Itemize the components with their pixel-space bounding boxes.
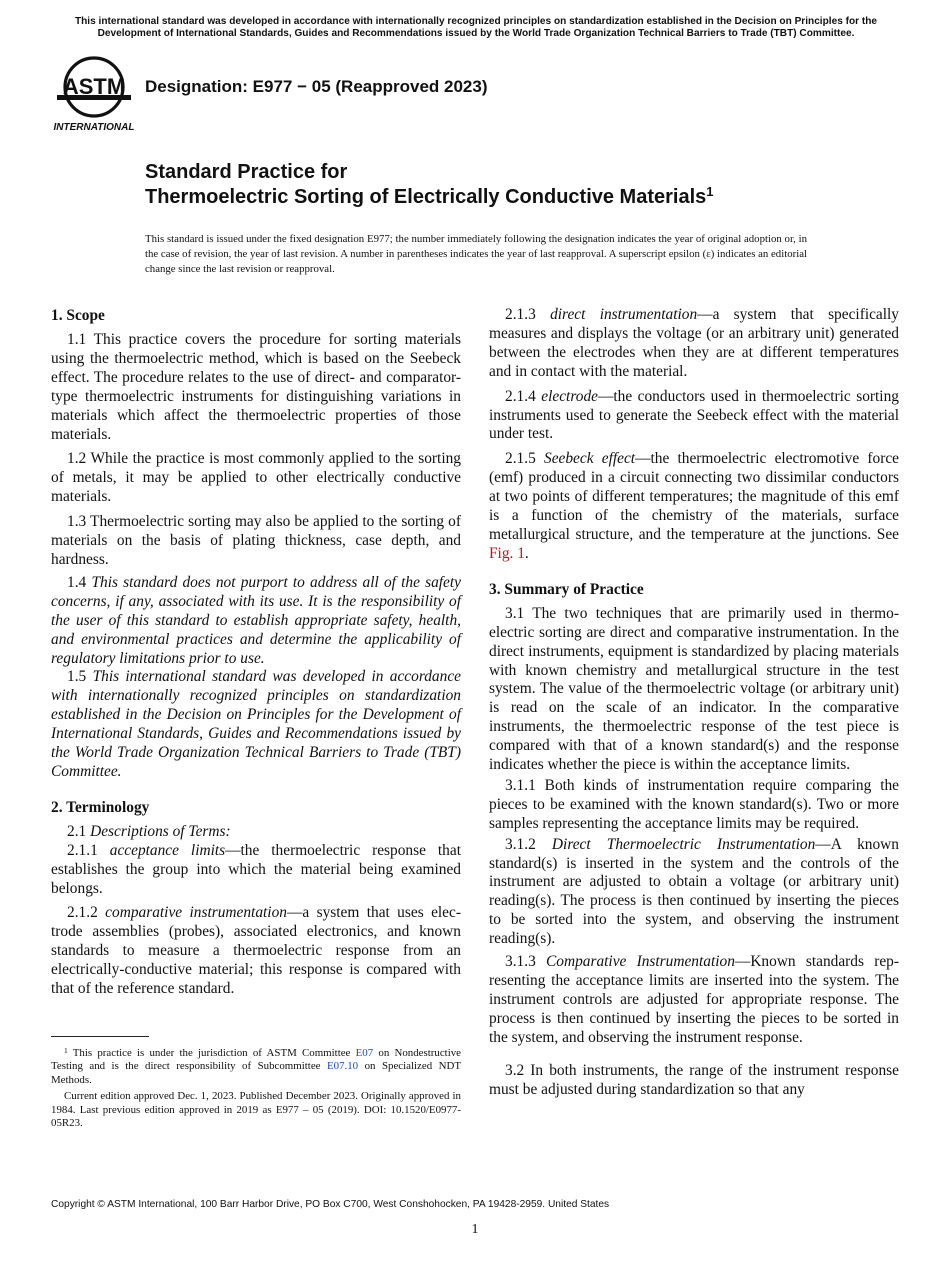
- period: .: [524, 544, 529, 562]
- para-text: This international standard was developed in accordance with internationally recognized principles on standardization established in the Decision on Principles for the Development of International Standards, Guides and Recommendations issued by the World Trade Organization Technical Barriers to Trade (TBT) Committee.: [51, 668, 461, 780]
- para-num: 2.1.5: [505, 450, 536, 468]
- logo-text: ASTM: [62, 74, 126, 99]
- para-num: 1.4: [67, 573, 87, 591]
- issuance-note: This standard is issued under the fixed designation E977; the number immediately following the designation indicates the year of original adoption or, in the case of revision, the year of last revision. A number in parentheses indicates the year of last reapproval. A superscript epsilon (ε) indicates an editorial change since the last revision or reapproval.: [145, 233, 807, 275]
- footnote-text: on Nondestructive Testing and is the direct responsibility of Subcommittee: [51, 1047, 462, 1073]
- para-3-1-2: [489, 836, 899, 949]
- definition: —a system that specifically measures and displays the voltage (or an arbitrary unit) generated between the electrodes when they are at different temperatures and in contact with the material.: [489, 306, 900, 380]
- committee-e07-link[interactable]: E07: [355, 1047, 374, 1059]
- para-1-4: [51, 574, 461, 669]
- para-2-1-3: [489, 306, 899, 382]
- definition: —a system that uses electrode assemblies (probes), associated electronics, and known standards to measure a thermoelectric response from an electrically-conductive material; this response is compared with that of the reference standard.: [51, 904, 461, 998]
- para-num: 3.1.2: [505, 835, 536, 853]
- para-num: 2.1.4: [505, 387, 536, 405]
- para-num: 2.1.3: [505, 306, 536, 323]
- footnote-text: on Specialized NDT Methods.: [51, 1060, 461, 1086]
- para-2-1-5: [489, 450, 899, 563]
- para-1-5: [51, 668, 461, 781]
- footnote-edition: Current edition approved Dec. 1, 2023. Published December 2023. Originally approved in 1984. Last previous edition approved in 2019 as E977 – 05 (2019). DOI: 10.1520/E0977-05R23.: [51, 1090, 461, 1130]
- definition: —A known standard(s) is inserted in the system and the controls of the instrument are adjusted to obtain a voltage (or arbitrary unit) reading(s). The process is then continued by inserting the pieces to be sorted into the system, and observing the instrument reading(s).: [489, 835, 899, 948]
- footnote-mark: 1: [64, 1046, 68, 1055]
- footnotes: [51, 1047, 461, 1133]
- para-num: 2.1.1: [67, 841, 98, 859]
- para-1-2: 1.2 While the practice is most commonly applied to the sorting of metals, it may be applied to other electrically conductive materials.: [51, 450, 461, 506]
- para-1-3: 1.3 Thermoelectric sorting may also be applied to the sorting of materials on the basis of plating thickness, case depth, and hardness.: [51, 513, 461, 568]
- section-heading-summary: 3. Summary of Practice: [489, 580, 644, 598]
- footnote-1: [51, 1047, 461, 1087]
- definition: —the thermoelectric response that establishes the group into which the material being examined belongs.: [51, 841, 461, 897]
- top-notice: This international standard was developed in accordance with internationally recognized principles on standardization established in the Decision on Principles for the Development of International Standards, Guides and Recommendations issued by the World Trade Organization Technical Barriers to Trade (TBT) Committee.: [74, 16, 878, 39]
- term: electrode: [541, 387, 598, 405]
- para-num: 1.5: [67, 668, 87, 686]
- term: Direct Thermoelectric Instrumentation: [551, 835, 816, 853]
- para-3-1-3: [489, 953, 899, 1048]
- definition: —the conductors used in thermoelectric sorting instruments used to generate the Seebeck effect with the material under test.: [489, 387, 899, 443]
- page-number: 1: [471, 1222, 479, 1237]
- document-title: [145, 160, 865, 210]
- para-3-2: 3.2 In both instruments, the range of the instrument response must be adjusted during standardization so that any: [489, 1061, 899, 1098]
- para-3-1: 3.1 The two techniques that are primarily used in thermoelectric sorting are direct and comparative instrumentation. In the direct instruments, equipment is standardized by placing materials with known chemistry and metallurgical structure in the test system. The value of the thermoelectric voltage (or arbitrary unit) is read on the scale of an indicator. In the comparative instruments, the thermoelectric response of the test piece is compared with that of a known standard(s) and the response indicates whether the piece is within the acceptance limits.: [489, 604, 899, 774]
- para-num: 3.1.3: [505, 953, 536, 971]
- term: Seebeck effect: [544, 450, 636, 468]
- copyright-line: Copyright © ASTM International, 100 Barr Harbor Drive, PO Box C700, West Conshohocken, PA 19428-2959. United States: [51, 1199, 610, 1210]
- title-line-1: Standard Practice for: [145, 161, 348, 183]
- right-column: [489, 306, 899, 1105]
- logo-subtext: INTERNATIONAL: [53, 122, 135, 133]
- term: acceptance limits: [109, 841, 226, 859]
- section-heading-terminology: 2. Terminology: [51, 798, 150, 816]
- term: direct instrumentation: [550, 306, 698, 323]
- para-3-1-1: 3.1.1 Both kinds of instrumentation require comparing the pieces to be examined with the known standard(s). Two or more samples representing the acceptance limits may be required.: [489, 776, 899, 832]
- left-column: [51, 306, 461, 1005]
- term: Comparative Instrumentation: [546, 953, 735, 971]
- footnote-divider: [51, 1036, 149, 1037]
- figure-1-link[interactable]: Fig. 1: [489, 544, 525, 562]
- term: comparative instrumentation: [105, 904, 287, 922]
- astm-international-logo: [53, 55, 135, 133]
- para-num: 2.1: [67, 822, 87, 840]
- designation: Designation: E977 − 05 (Reapproved 2023): [145, 77, 488, 96]
- section-heading-scope: 1. Scope: [51, 307, 105, 324]
- para-num: 2.1.2: [67, 904, 98, 922]
- para-text: Descriptions of Terms:: [90, 822, 231, 840]
- subcommittee-e07-10-link[interactable]: E07.10: [326, 1060, 359, 1073]
- para-1-1: 1.1 This practice covers the procedure for sorting materials using the thermoelectric method, which is based on the Seebeck effect. The procedure relates to the use of direct- and comparator-type thermoelectric instruments for distinguishing variations in materials which affect the thermoelectric properties of those materials.: [51, 331, 461, 443]
- title-text: Thermoelectric Sorting of Electrically Conductive Materials: [145, 186, 707, 208]
- definition: —the thermoelectric electromotive force (emf) produced in a circuit connecting two dissimilar conductors at two points of different temperatures; the magnitude of this emf is a function of the chemistry of the materials, surface metallurgical structure, and the temperature at the junctions. See: [489, 450, 899, 543]
- definition: —Known standards representing the acceptance limits are inserted into the system. The instrument controls are adjusted for appropriate response. The process is then continued by inserting the pieces to be sorted in the system, and observing the instrument response.: [489, 953, 899, 1046]
- para-text: This standard does not purport to address all of the safety concerns, if any, associated with its use. It is the responsibility of the user of this standard to establish appropriate safety, health, and environmental practices and determine the applicability of regulatory limitations prior to use.: [51, 573, 461, 667]
- footnote-text: This practice is under the jurisdiction of ASTM Committee: [67, 1047, 356, 1059]
- para-2-1-2: [51, 904, 461, 999]
- title-line-2: [145, 184, 865, 210]
- para-2-1-4: [489, 388, 899, 445]
- para-2-1-1: [51, 842, 461, 899]
- para-2-1: [51, 823, 461, 842]
- title-footnote-ref[interactable]: 1: [706, 184, 714, 199]
